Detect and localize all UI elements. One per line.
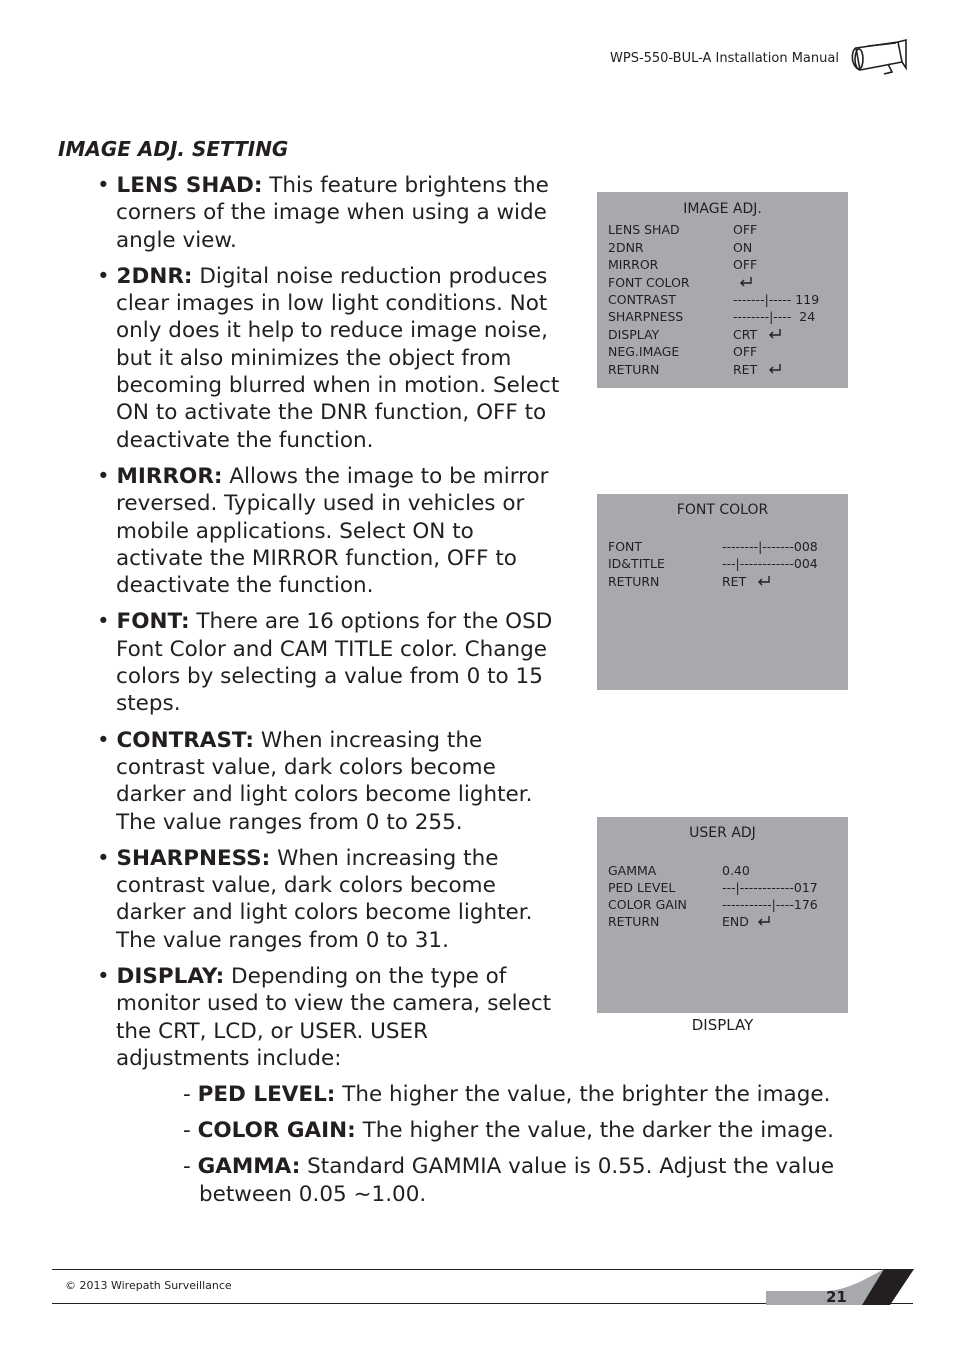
osd-menu-user-adj: [597, 817, 848, 1013]
enter-arrow-icon: [739, 277, 753, 287]
page-number: 21: [826, 1288, 847, 1306]
header-title: WPS-550-BUL-A Installation Manual: [610, 51, 839, 66]
menu-row: SHARPNESS --------|---- 24: [608, 309, 816, 324]
sub-bullet-list: [183, 1081, 863, 1217]
menu-row: RETURN END: [608, 913, 844, 930]
bullet-display: • DISPLAY: Depending on the type of monitor used to view the camera, select the CRT, LCD, or USER. USER adjustments include:: [97, 964, 552, 1071]
bullet-font: • FONT: There are 16 options for the OSD Font Color and CAM TITLE color. Change colors by selecting a value from 0 to 15 steps.: [97, 609, 553, 717]
bullet-2dnr: • 2DNR: Digital noise reduction produces clear images in low light conditions. Not only does it help to reduce image noise, but it also minimizes the object from becoming blurred when in motion. Select ON to activate the DNR function, OFF to deactivate the function.: [97, 263, 560, 453]
menu-row: RETURN RET: [608, 361, 844, 378]
menu-title: FONT COLOR: [676, 502, 769, 518]
footer-copyright: © 2013 Wirepath Surveillance: [65, 1279, 232, 1292]
menu-row: DISPLAY CRT: [608, 326, 844, 343]
menu-title: USER ADJ: [689, 825, 756, 841]
section-title: IMAGE ADJ. SETTING: [58, 137, 289, 161]
bullet-sharpness: • SHARPNESS: When increasing the contrast value, dark colors become darker and light colors become lighter. The value ranges from 0 to 31.: [97, 845, 533, 953]
menu-row: FONT --------|-------008: [608, 539, 818, 554]
menu-row: ID&TITLE ---|------------004: [608, 556, 818, 571]
menu-row: LENS SHAD OFF: [608, 222, 758, 237]
enter-arrow-icon: [757, 576, 771, 586]
menu-caption: DISPLAY: [691, 1016, 754, 1034]
enter-arrow-icon: [757, 916, 771, 926]
osd-menu-font-color: [597, 494, 848, 690]
bullet-contrast: • CONTRAST: When increasing the contrast value, dark colors become darker and light colors become lighter. The value ranges from 0 to 255.: [97, 727, 533, 835]
sub-bullet-color-gain: - COLOR GAIN: The higher the value, the darker the image.: [183, 1118, 835, 1143]
menu-row: GAMMA 0.40: [608, 863, 750, 878]
bullet-mirror: • MIRROR: Allows the image to be mirror reversed. Typically used in vehicles or mobile applications. Select ON to activate the MIRROR function, OFF to deactivate the function.: [97, 463, 549, 599]
bullet-list: [97, 172, 567, 1081]
menu-row: PED LEVEL ---|------------017: [608, 880, 818, 895]
osd-menu-image-adj: [597, 192, 848, 388]
sub-bullet-ped-level: - PED LEVEL: The higher the value, the brighter the image.: [183, 1082, 831, 1107]
menu-row: FONT COLOR: [608, 274, 844, 291]
enter-arrow-icon: [768, 364, 782, 374]
menu-row: CONTRAST -------|----- 119: [608, 292, 820, 307]
menu-title: IMAGE ADJ.: [683, 201, 762, 217]
menu-row: RETURN RET: [608, 573, 844, 590]
menu-row: COLOR GAIN -----------|----176: [608, 897, 818, 912]
enter-arrow-icon: [768, 329, 782, 339]
menu-row: 2DNR ON: [608, 240, 753, 255]
sub-bullet-gamma: - GAMMA: Standard GAMMIA value is 0.55. Adjust the value between 0.05 ~1.00.: [183, 1154, 835, 1207]
menu-row: MIRROR OFF: [608, 257, 758, 272]
security-camera-icon: [848, 38, 910, 78]
menu-row: NEG.IMAGE OFF: [608, 344, 758, 359]
bullet-lens-shad: • LENS SHAD: This feature brightens the corners of the image when using a wide angle view.: [97, 173, 549, 253]
